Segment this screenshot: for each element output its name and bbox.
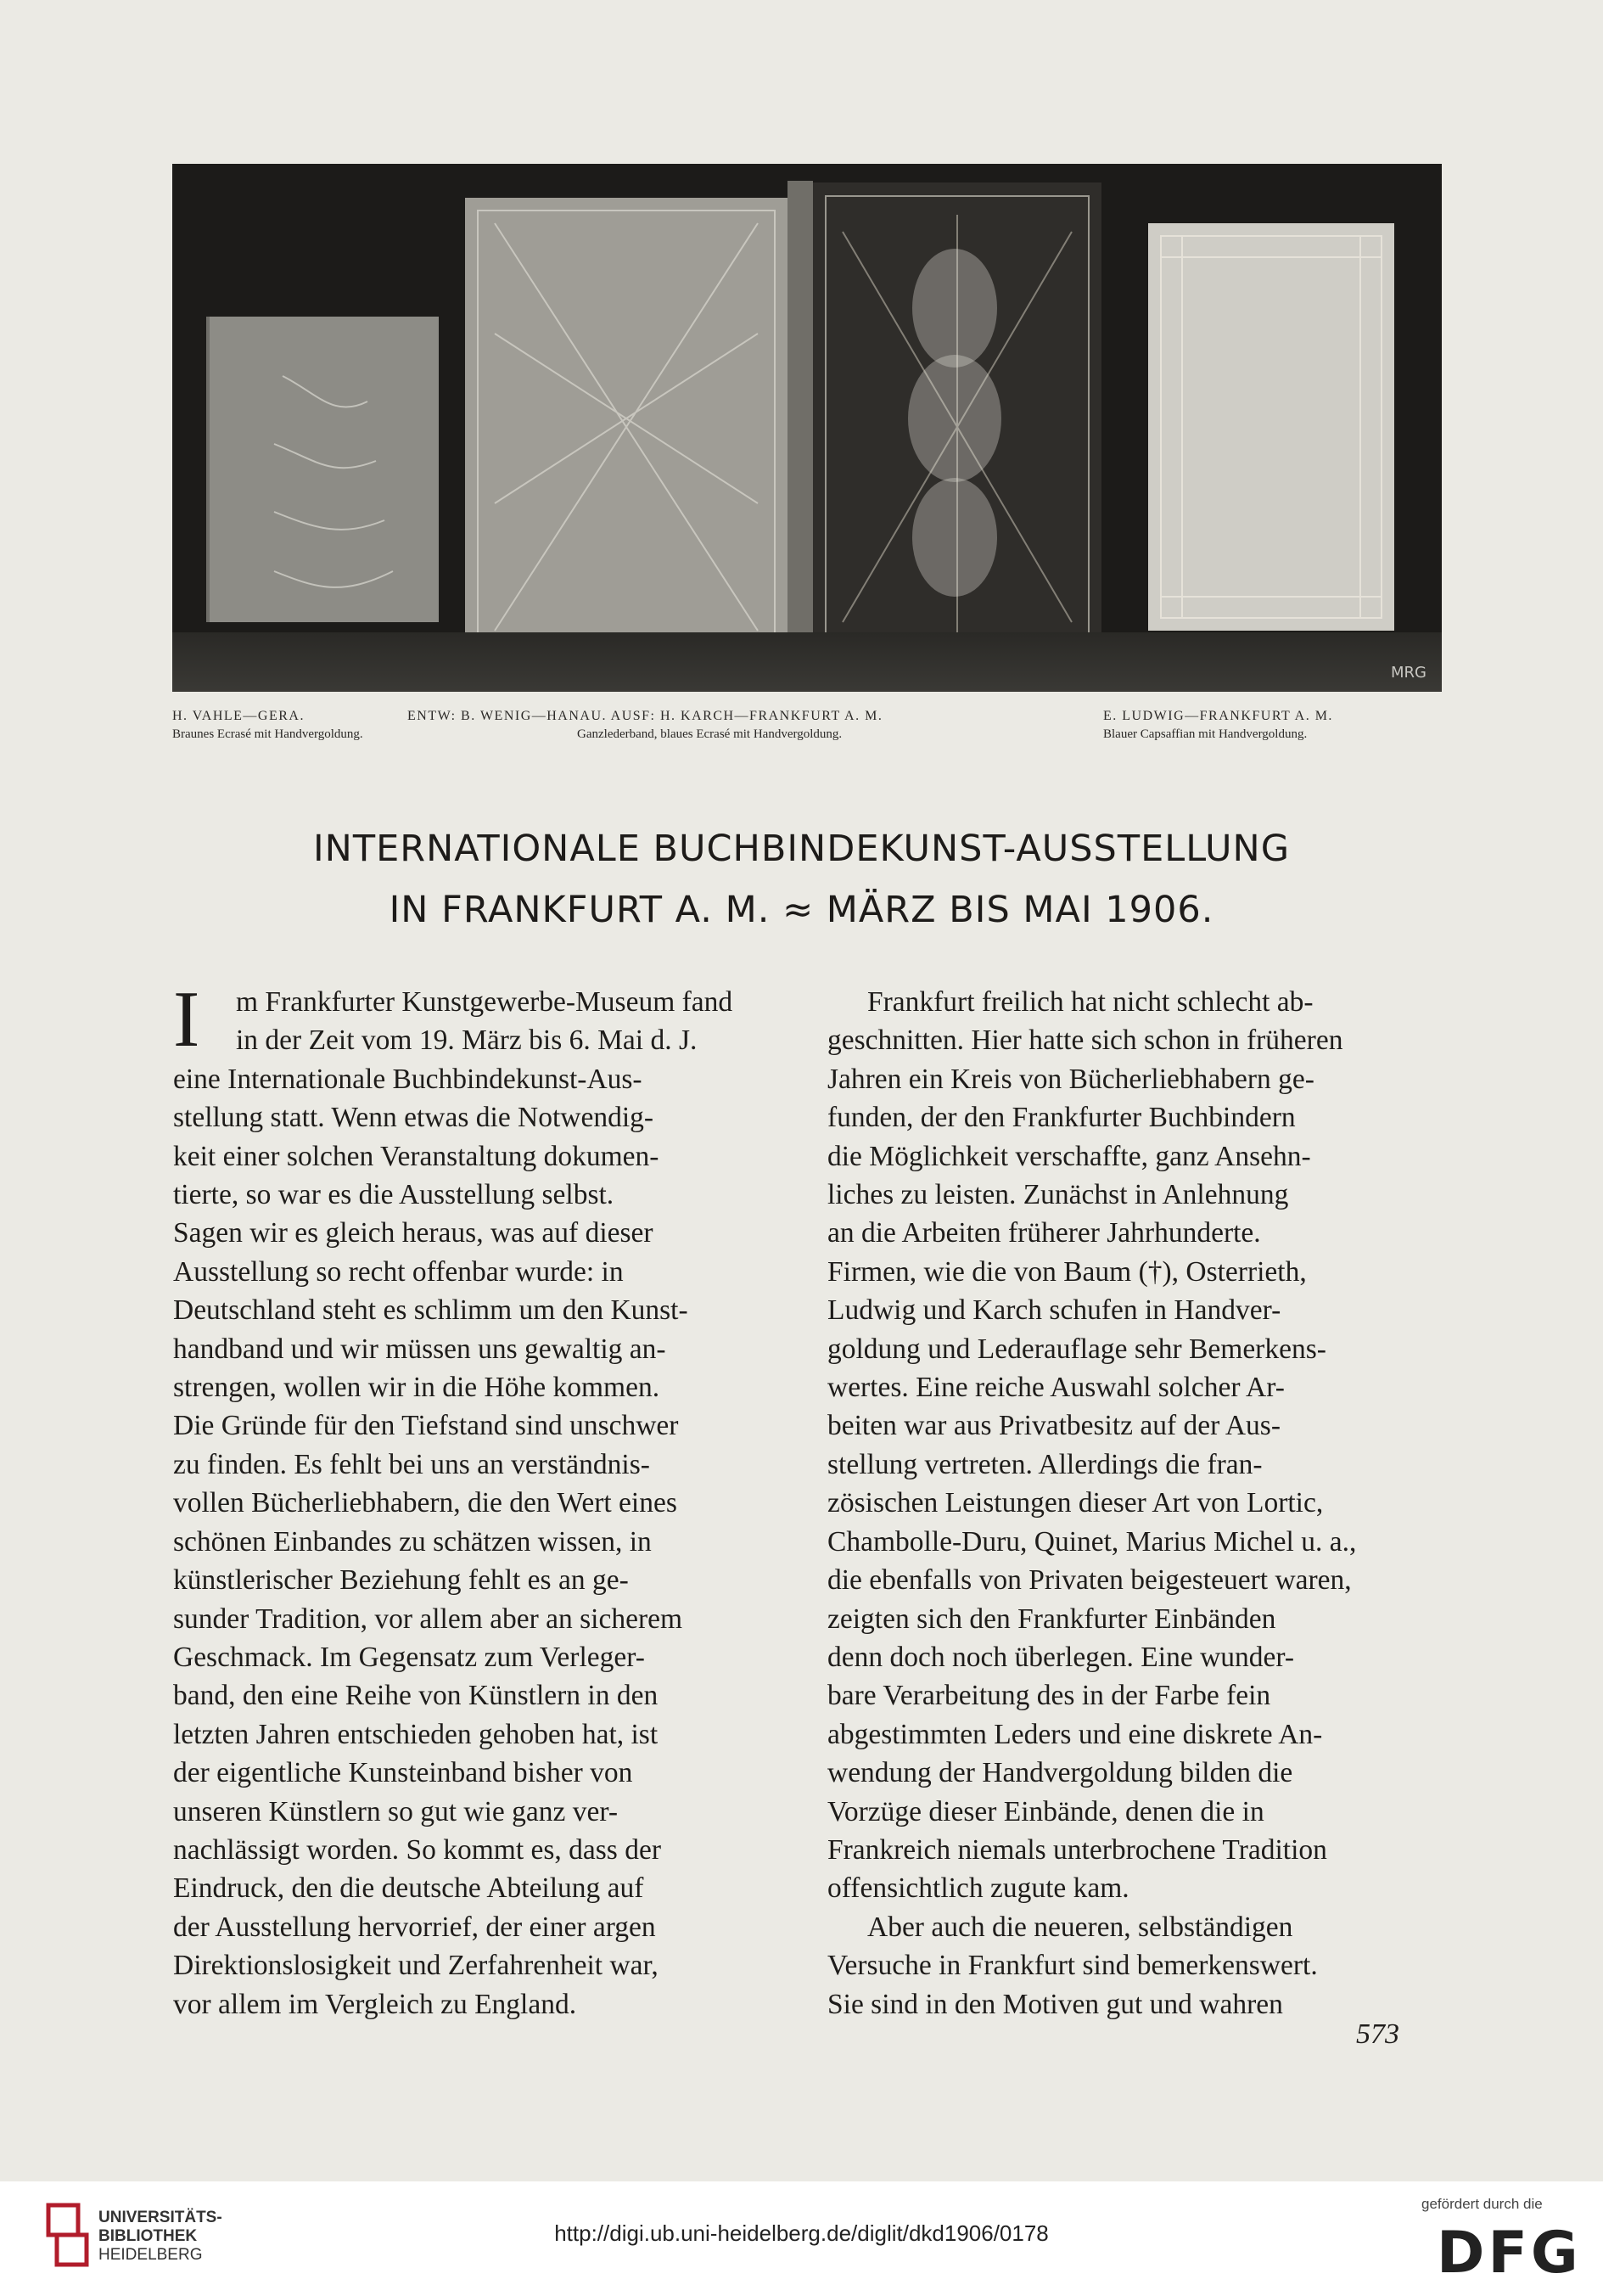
text-line: tierte, so war es die Ausstellung selbst.	[173, 1179, 614, 1211]
text-line: Frankreich niemals unterbrochene Tradition	[827, 1833, 1327, 1866]
text-line: Eindruck, den die deutsche Abteilung auf	[173, 1872, 644, 1905]
text-line: zeigten sich den Frankfurter Einbänden	[827, 1603, 1276, 1635]
text-line: Sie sind in den Motiven gut und wahren	[827, 1988, 1283, 2020]
text-line: Jahren ein Kreis von Bücherliebhabern ge-	[827, 1063, 1314, 1095]
caption-vahle: H. VAHLE—GERA. Braunes Ecrasé mit Handvergoldung.	[172, 709, 363, 741]
text-line: eine Internationale Buchbindekunst-Aus-	[173, 1063, 642, 1095]
text-line: unseren Künstlern so gut wie ganz ver-	[173, 1795, 619, 1827]
text-line: bare Verarbeitung des in der Farbe fein	[827, 1680, 1271, 1712]
text-line: offensichtlich zugute kam.	[827, 1872, 1129, 1905]
text-line: Firmen, wie die von Baum (†), Osterrieth,	[827, 1255, 1307, 1288]
binding-ornament-lines	[172, 164, 1442, 692]
text-line: Aber auch die neueren, selbständigen	[867, 1911, 1293, 1943]
text-line: zösischen Leistungen dieser Art von Lortic,	[827, 1487, 1324, 1519]
caption-wenig-karch: ENTW: B. WENIG—HANAU. AUSF: H. KARCH—FRANKFURT A. M. Ganzlederband, blaues Ecrasé mit Handvergoldung.	[407, 709, 883, 741]
article-title-line1: INTERNATIONALE BUCHBINDEKUNST-AUSSTELLUNG	[312, 828, 1291, 870]
text-line: zu finden. Es fehlt bei uns an verständnis-	[173, 1448, 650, 1480]
text-line: wendung der Handvergoldung bilden die	[827, 1757, 1293, 1789]
photographer-monogram: MRG	[1391, 664, 1426, 682]
text-line: schönen Einbandes zu schätzen wissen, in	[173, 1525, 652, 1558]
display-shelf	[172, 632, 1442, 692]
text-line: Chambolle-Duru, Quinet, Marius Michel u. a.,	[827, 1525, 1357, 1558]
text-line: nachlässigt worden. So kommt es, dass der	[173, 1833, 661, 1866]
text-line: Versuche in Frankfurt sind bemerkenswert.	[827, 1950, 1318, 1982]
text-line: geschnitten. Hier hatte sich schon in früheren	[827, 1024, 1343, 1057]
text-line: der eigentliche Kunsteinband bisher von	[173, 1757, 633, 1789]
text-line: Ludwig und Karch schufen in Handver-	[827, 1294, 1281, 1327]
permalink[interactable]: http://digi.ub.uni-heidelberg.de/diglit/dkd1906/0178	[554, 2220, 1049, 2246]
text-line: stellung statt. Wenn etwas die Notwendig-	[173, 1102, 654, 1134]
text-line: vollen Bücherliebhabern, die den Wert eines	[173, 1487, 677, 1519]
text-column-left	[173, 975, 793, 2024]
text-line: wertes. Eine reiche Auswahl solcher Ar-	[827, 1372, 1285, 1404]
text-line: künstlerischer Beziehung fehlt es an ge-	[173, 1564, 629, 1597]
text-line: Sagen wir es gleich heraus, was auf dieser	[173, 1217, 653, 1249]
text-line: goldung und Lederauflage sehr Bemerkens-	[827, 1333, 1326, 1365]
page-number: 573	[1356, 2018, 1399, 2050]
text-line: der Ausstellung hervorrief, der einer argen	[173, 1911, 656, 1943]
caption-ludwig: E. LUDWIG—FRANKFURT A. M. Blauer Capsaffian mit Handvergoldung.	[1103, 709, 1333, 741]
text-line: Deutschland steht es schlimm um den Kunst-	[173, 1294, 688, 1327]
text-line: m Frankfurter Kunstgewerbe-Museum fand	[236, 986, 733, 1018]
text-line: denn doch noch überlegen. Eine wunder-	[827, 1641, 1295, 1673]
text-line: vor allem im Vergleich zu England.	[173, 1988, 577, 2020]
text-line: die Möglichkeit verschaffte, ganz Ansehn-	[827, 1140, 1311, 1172]
text-line: Die Gründe für den Tiefstand sind unschwer	[173, 1410, 679, 1442]
text-line: Geschmack. Im Gegensatz zum Verleger-	[173, 1641, 645, 1673]
text-line: Frankfurt freilich hat nicht schlecht ab-	[867, 986, 1314, 1018]
dfg-logo: DFG	[1437, 2220, 1582, 2287]
text-line: funden, der den Frankfurter Buchbindern	[827, 1102, 1296, 1134]
text-line: liches zu leisten. Zunächst in Anlehnung	[827, 1179, 1289, 1211]
text-line: handband und wir müssen uns gewaltig an-	[173, 1333, 666, 1365]
text-line: letzten Jahren entschieden gehoben hat, ist	[173, 1718, 659, 1750]
text-column-right	[827, 983, 1438, 2024]
text-line: abgestimmten Leders und eine diskrete An-	[827, 1718, 1323, 1750]
funding-note: gefördert durch die	[1421, 2196, 1543, 2212]
text-line: sunder Tradition, vor allem aber an sicherem	[173, 1603, 683, 1635]
text-line: Direktionslosigkeit und Zerfahrenheit war,	[173, 1950, 659, 1982]
text-line: Ausstellung so recht offenbar wurde: in	[173, 1255, 624, 1288]
text-line: in der Zeit vom 19. März bis 6. Mai d. J.	[236, 1024, 698, 1057]
article-title-line2: IN FRANKFURT A. M. ≈ MÄRZ BIS MAI 1906.	[389, 889, 1214, 931]
text-line: die ebenfalls von Privaten beigesteuert waren,	[827, 1564, 1352, 1597]
text-line: strengen, wollen wir in die Höhe kommen.	[173, 1372, 660, 1404]
text-line: keit einer solchen Veranstaltung dokumen-	[173, 1140, 659, 1172]
text-line: an die Arbeiten früherer Jahrhunderte.	[827, 1217, 1261, 1249]
text-line: stellung vertreten. Allerdings die fran-	[827, 1448, 1263, 1480]
text-line: beiten war aus Privatbesitz auf der Aus-	[827, 1410, 1281, 1442]
text-line: Vorzüge dieser Einbände, denen die in	[827, 1795, 1264, 1827]
library-name: UNIVERSITÄTS- BIBLIOTHEK HEIDELBERG	[98, 2209, 222, 2264]
drop-initial: I	[173, 975, 200, 1064]
text-line: band, den eine Reihe von Künstlern in den	[173, 1680, 659, 1712]
bookbinding-photograph	[172, 164, 1442, 692]
